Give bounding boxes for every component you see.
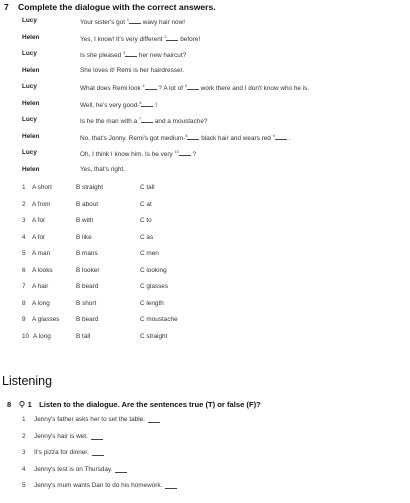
answer-blank[interactable]	[148, 416, 160, 423]
dialogue-line	[22, 133, 402, 150]
dialogue-text	[80, 100, 157, 109]
option-b[interactable]: B straight	[76, 184, 103, 191]
answer-blank[interactable]	[165, 482, 177, 489]
option-a[interactable]: A looks	[32, 266, 53, 274]
dialogue-fragment: Yes, I know! It's very different	[80, 35, 165, 43]
option-c[interactable]: C moustache	[140, 316, 178, 323]
option-row	[22, 234, 322, 251]
option-a[interactable]: A long	[33, 332, 51, 340]
dialogue-text	[80, 149, 196, 158]
exercise-8-title	[7, 400, 261, 409]
answer-blank[interactable]	[272, 133, 287, 140]
dialogue-line	[22, 50, 402, 67]
gap-number: 1	[126, 18, 129, 22]
exercise-instruction: Complete the dialogue with the correct answers.	[18, 2, 216, 12]
option-row	[22, 333, 322, 350]
option-b[interactable]: B mans	[76, 250, 98, 257]
answer-blank[interactable]	[125, 50, 137, 57]
option-c[interactable]: C glasses	[140, 283, 169, 290]
dialogue-text	[80, 50, 186, 59]
track-number: 1	[27, 400, 32, 409]
dialogue-fragment: ?	[190, 151, 197, 158]
true-false-list	[22, 416, 322, 499]
answer-blank[interactable]	[179, 149, 191, 156]
option-a[interactable]: A long	[32, 299, 50, 307]
option-c[interactable]: C length	[140, 299, 164, 307]
dialogue	[22, 17, 402, 182]
dialogue-fragment: .	[286, 134, 291, 142]
option-b[interactable]: B tall	[76, 332, 91, 340]
exercise-instruction: Listen to the dialogue. Are the sentences true (T) or false (F)?	[39, 400, 261, 409]
option-a[interactable]: A short	[32, 184, 52, 191]
speaker-name: Helen	[22, 132, 40, 140]
dialogue-fragment: Is he the man with a	[80, 118, 139, 125]
dialogue-fragment: She loves it! Remi is her hairdresser.	[80, 66, 185, 74]
answer-blank[interactable]	[92, 449, 104, 456]
dialogue-fragment: !	[153, 101, 158, 109]
option-number: 6	[22, 266, 26, 274]
dialogue-fragment: ? A lot of	[156, 85, 185, 92]
option-b[interactable]: B about	[76, 200, 99, 208]
dialogue-line	[22, 149, 402, 166]
true-false-item	[22, 433, 322, 450]
option-a[interactable]: A hair	[32, 283, 49, 290]
gap-number: 3	[123, 51, 126, 55]
option-number: 9	[22, 316, 26, 323]
answer-blank[interactable]	[187, 133, 199, 140]
dialogue-text	[80, 166, 125, 173]
option-row	[22, 300, 322, 317]
dialogue-fragment: wavy hair now!	[140, 19, 185, 26]
gap-number: 2	[164, 34, 167, 39]
option-b[interactable]: B looker	[76, 266, 100, 274]
option-c[interactable]: C tall	[140, 184, 155, 191]
option-a[interactable]: A for	[32, 233, 46, 241]
dialogue-line	[22, 83, 402, 100]
option-row	[22, 283, 322, 300]
option-number: 2	[22, 200, 26, 208]
option-row	[22, 184, 322, 201]
exercise-7-title	[4, 2, 216, 12]
speaker-name: Helen	[22, 33, 40, 41]
answer-blank[interactable]	[141, 100, 153, 107]
dialogue-fragment: black hair and wears red	[199, 134, 273, 142]
item-statement: Jenny's mum wants Dan to do his homework.	[34, 482, 162, 489]
answer-blank[interactable]	[166, 34, 178, 41]
speaker-name: Helen	[22, 99, 40, 107]
gap-number: 4	[142, 84, 145, 88]
option-a[interactable]: A from	[32, 200, 51, 208]
audio-track-icon[interactable]	[19, 401, 25, 408]
gap-number: 6	[139, 100, 142, 105]
option-row	[22, 201, 322, 218]
answer-blank[interactable]	[126, 17, 141, 24]
option-c[interactable]: C as	[140, 233, 154, 241]
item-statement: Jenny's father asks her to set the table.	[34, 416, 145, 423]
dialogue-line	[22, 67, 402, 84]
option-number: 8	[22, 299, 26, 307]
dialogue-text	[80, 83, 309, 92]
dialogue-line	[22, 116, 402, 133]
option-c[interactable]: C straight	[140, 332, 168, 340]
speaker-name: Lucy	[22, 50, 37, 57]
answer-options	[22, 184, 322, 349]
item-statement: It's pizza for dinner.	[34, 449, 89, 456]
dialogue-fragment: No, that's Jonny. Remi's got medium-	[80, 134, 186, 142]
dialogue-fragment: and a moustache?	[153, 118, 208, 125]
dialogue-fragment: before!	[178, 35, 201, 43]
dialogue-fragment: Well, he's very good-	[80, 101, 140, 109]
item-statement: Jenny's test is on Thursday.	[34, 466, 112, 473]
speaker-name: Lucy	[22, 116, 37, 123]
true-false-item	[22, 449, 322, 466]
dialogue-text	[80, 116, 207, 125]
option-number: 7	[22, 283, 26, 290]
answer-blank[interactable]	[138, 116, 153, 123]
gap-number: 9	[272, 133, 275, 138]
true-false-item	[22, 466, 322, 483]
option-row	[22, 316, 322, 333]
option-c[interactable]: C looking	[140, 266, 167, 274]
option-b[interactable]: B short	[76, 299, 97, 307]
gap-number: 10	[174, 150, 179, 154]
gap-number: 8	[185, 133, 188, 138]
dialogue-fragment: her new haircut?	[137, 52, 187, 59]
speaker-name: Helen	[22, 66, 40, 74]
dialogue-line	[22, 100, 402, 117]
dialogue-text	[80, 67, 184, 74]
item-number: 3	[22, 449, 26, 456]
option-b[interactable]: B beard	[76, 283, 99, 290]
option-b[interactable]: B like	[76, 233, 92, 241]
answer-blank[interactable]	[115, 466, 127, 473]
dialogue-fragment: work there and I don't know who he is.	[198, 85, 310, 92]
item-number: 5	[22, 482, 26, 489]
answer-blank[interactable]	[184, 83, 199, 90]
exercise-number: 7	[4, 2, 9, 12]
dialogue-fragment: Oh, I think I know him. Is he very	[80, 151, 175, 158]
section-heading-listening: Listening	[2, 374, 53, 388]
dialogue-fragment: Your sister's got	[80, 19, 127, 26]
option-number: 3	[22, 217, 26, 224]
answer-blank[interactable]	[91, 433, 103, 440]
option-a[interactable]: A glasses	[32, 316, 60, 323]
option-c[interactable]: C men	[140, 250, 159, 257]
speaker-name: Lucy	[22, 83, 37, 90]
option-b[interactable]: B beard	[76, 316, 99, 323]
option-row	[22, 267, 322, 284]
dialogue-fragment: Is she pleased	[80, 52, 123, 59]
dialogue-text	[80, 133, 290, 142]
item-statement: Jenny's hair is wet.	[34, 433, 88, 440]
speaker-name: Lucy	[22, 149, 37, 156]
option-c[interactable]: C to	[140, 217, 152, 224]
dialogue-text	[80, 34, 200, 43]
dialogue-line	[22, 166, 402, 183]
option-a[interactable]: A for	[32, 217, 46, 224]
option-number: 10	[22, 332, 30, 340]
exercise-number: 8	[7, 400, 12, 409]
dialogue-line	[22, 17, 402, 34]
true-false-item	[22, 482, 322, 499]
option-number: 4	[22, 233, 26, 241]
dialogue-text	[80, 17, 185, 26]
option-row	[22, 250, 322, 267]
true-false-item	[22, 416, 322, 433]
item-number: 1	[22, 416, 26, 423]
dialogue-line	[22, 34, 402, 51]
item-number: 4	[22, 465, 26, 473]
dialogue-fragment: Yes, that's right.	[80, 165, 126, 173]
gap-number: 5	[184, 84, 187, 88]
option-b[interactable]: B with	[76, 217, 94, 224]
option-a[interactable]: A man	[32, 250, 51, 257]
option-number: 1	[22, 184, 26, 191]
answer-blank[interactable]	[142, 83, 157, 90]
item-number: 2	[22, 432, 26, 440]
option-c[interactable]: C at	[140, 200, 152, 208]
option-row	[22, 217, 322, 234]
dialogue-fragment: What does Remi look	[80, 85, 143, 92]
speaker-name: Lucy	[22, 17, 37, 24]
speaker-name: Helen	[22, 165, 40, 173]
gap-number: 7	[138, 117, 142, 121]
option-number: 5	[22, 250, 26, 257]
